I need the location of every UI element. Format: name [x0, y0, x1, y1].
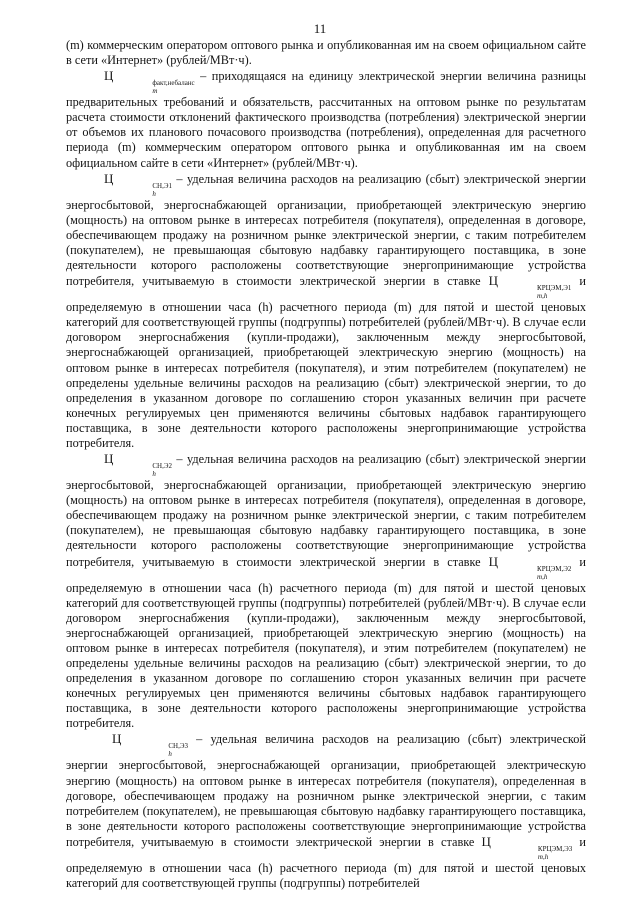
rate-indices	[499, 565, 571, 581]
paragraph-4	[66, 451, 586, 731]
paragraph-text-continued: и определяемую в отношении часа (h) расчетного периода (m) для пятой и шестой ценовых категорий для соответствующей группы (подгруппы) потребителей (рублей/МВт·ч). В случае если договором энергоснабжения (купли-продажи), заключенным между энергосбытовой, энергоснабжающей организацией, приобретающей электрическую энергию (мощность) на оптовом рынке в интересах потребителя (покупателя), и этим потребителем (покупателем) не определены удельные величины расходов на реализацию (сбыт) электрической энергии, то до определения в указанном договоре по соглашению сторон указанных величин при расчете конечных регулируемых цен применяются величины сбытовых надбавок гарантирующего поставщика, в зоне деятельности которого расположены энергопринимающие устройства потребителя.	[66, 554, 586, 731]
formula-subscript: h	[168, 750, 172, 759]
paragraph-5	[66, 731, 586, 891]
formula-symbol: Ц	[104, 170, 114, 186]
document-body	[66, 38, 586, 891]
paragraph-text: – удельная величина расходов на реализацию (сбыт) электрической энергии энергосбытовой, энергоснабжающей организации, приобретающей электрическую энергию (мощность) на оптовом рынке в интересах потребителя (покупателя), определенная в договоре, обеспечивающем продажу на розничном рынке электрической энергии, с таким потребителем (покупателем), не превышающая сбытовую надбавку гарантирующего поставщика, в зоне деятельности которого расположены соответствующие энергопринимающие устройства потребителя, учитываемую в стоимости электрической энергии в ставке	[66, 732, 586, 849]
formula-symbol: Ц	[112, 731, 122, 747]
formula-subscript: m	[152, 87, 158, 96]
formula-symbol: Ц	[104, 68, 114, 84]
rate-symbol: Ц	[481, 833, 491, 849]
formula-subscript: h	[152, 470, 156, 479]
paragraph-1: (m) коммерческим оператором оптового рынка и опубликованная им на своем официальном сайте в сети «Интернет» (рублей/МВт·ч).	[66, 38, 586, 68]
rate-indices	[499, 284, 571, 300]
rate-superscript: КРЦЭМ,Э2	[537, 564, 572, 573]
formula-indices	[122, 742, 188, 758]
formula-superscript: факт,небаланс	[152, 79, 195, 88]
paragraph-text: – приходящаяся на единицу электрической энергии величина разницы предварительных требований и обязательств, рассчитанных на оптовом рынке по результатам расчета стоимости отклонений фактического производства (потребления) электрической энергии от объемов их планового почасового производства (потребления), определенная для расчетного периода (m) коммерческим оператором оптового рынка и опубликованная им на своем официальном сайте в сети «Интернет» (рублей/МВт·ч).	[66, 69, 586, 170]
paragraph-text-continued: и определяемую в отношении часа (h) расчетного периода (m) для пятой и шестой ценовых категорий для соответствующей группы (подгруппы) потребителей (рублей/МВт·ч). В случае если договором энергоснабжения (купли-продажи), заключенным между энергосбытовой, энергоснабжающей организацией, приобретающей электрическую энергию (мощность) на оптовом рынке в интересах потребителя (покупателя), и этим потребителем (покупателем) не определены удельные величины расходов на реализацию (сбыт) электрической энергии, то до определения в указанном договоре по соглашению сторон указанных величин при расчете конечных регулируемых цен применяются величины сбытовых надбавок гарантирующего поставщика, в зоне деятельности которого расположены энергопринимающие устройства потребителя.	[66, 274, 586, 450]
paragraph-3	[66, 171, 586, 451]
formula-indices	[114, 79, 194, 95]
formula-indices	[114, 182, 172, 198]
formula-superscript: СН,Э2	[152, 462, 172, 471]
page-number: 11	[313, 21, 327, 36]
formula-indices	[114, 462, 172, 478]
rate-symbol: Ц	[488, 273, 499, 289]
formula-superscript: СН,Э1	[152, 181, 172, 190]
rate-subscript: m,h	[537, 852, 549, 861]
formula-symbol: Ц	[104, 451, 114, 467]
rate-superscript: КРЦЭМ,Э1	[537, 284, 572, 293]
rate-subscript: m,h	[537, 572, 548, 581]
paragraph-2	[66, 68, 586, 170]
formula-superscript: СН,Э3	[168, 742, 188, 751]
paragraph-text-continued: и определяемую в отношении часа (h) расчетного периода (m) для пятой и шестой ценовых категорий для соответствующей группы (подгруппы) потребителей	[66, 834, 586, 891]
rate-superscript: КРЦЭМ,Э3	[537, 844, 573, 853]
rate-indices	[492, 845, 572, 861]
rate-subscript: m,h	[537, 292, 548, 301]
paragraph-text: – удельная величина расходов на реализацию (сбыт) электрической энергии энергосбытовой, энергоснабжающей организации, приобретающей электрическую энергию (мощность) на оптовом рынке в интересах потребителя (покупателя), определенная в договоре, обеспечивающем продажу на розничном рынке электрической энергии, с таким потребителем (покупателем), не превышающая сбытовую надбавку гарантирующего поставщика, в зоне деятельности которого расположены соответствующие энергопринимающие устройства потребителя, учитываемую в стоимости электрической энергии в ставке	[66, 171, 586, 289]
rate-symbol: Ц	[488, 553, 499, 569]
formula-subscript: h	[152, 189, 156, 198]
paragraph-text: – удельная величина расходов на реализацию (сбыт) электрической энергии энергосбытовой, энергоснабжающей организации, приобретающей электрическую энергию (мощность) на оптовом рынке в интересах потребителя (покупателя), определенная в договоре, обеспечивающем продажу на розничном рынке электрической энергии, с таким потребителем (покупателем), не превышающая сбытовую надбавку гарантирующего поставщика, в зоне деятельности которого расположены соответствующие энергопринимающие устройства потребителя, учитываемую в стоимости электрической энергии в ставке	[66, 452, 586, 569]
